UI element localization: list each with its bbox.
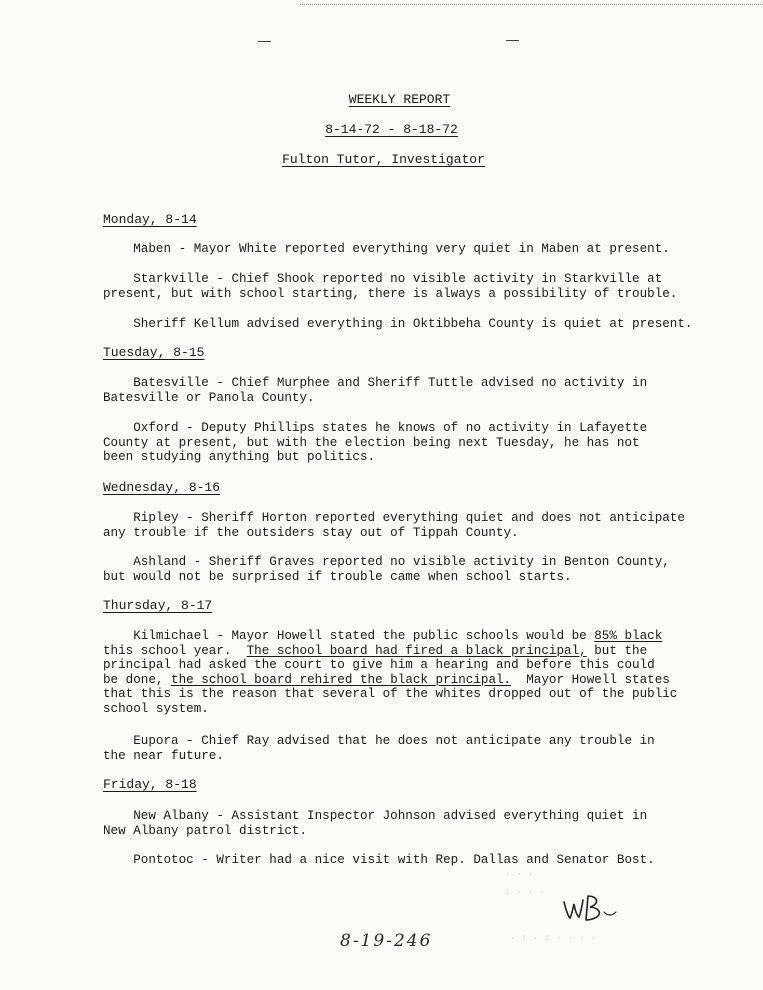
entry-oxford: Oxford - Deputy Phillips states he knows of no activity in Lafayette County at present, but with the election being next Tuesday, he has not been studying anything but politics. [103, 421, 648, 465]
report-dates: 8-14-72 - 8-18-72 [325, 122, 458, 137]
kilmichael-underline-1: 85% black [594, 629, 663, 643]
day-heading-friday: Friday, 8-18 [103, 777, 197, 792]
entry-starkville: Starkville - Chief Shook reported no visible activity in Starkville at present, but with school starting, there is always a possibility of trouble. [103, 272, 678, 301]
entry-kilmichael [103, 629, 693, 717]
handwritten-file-number: 8-19-246 [340, 931, 433, 951]
report-author: Fulton Tutor, Investigator [282, 152, 485, 167]
scan-top-edge [300, 0, 763, 5]
entry-new-albany: New Albany - Assistant Inspector Johnson advised everything quiet in New Albany patrol district. [103, 809, 648, 838]
day-heading-tuesday: Tuesday, 8-15 [103, 345, 205, 360]
hole-punch-mark-left [258, 41, 271, 42]
scan-smudge: · : · : · · · · [510, 934, 598, 943]
kilmichael-underline-3: the school board rehired the black principal. [171, 672, 512, 687]
report-title: WEEKLY REPORT [348, 92, 451, 107]
kilmichael-text-2: this school year. [103, 643, 232, 658]
entry-pontotoc: Pontotoc - Writer had a nice visit with Rep. Dallas and Senator Bost. [103, 853, 655, 867]
kilmichael-text-4: Mayor Howell states that this is the reason that several of the whites dropped out of the public school system. [103, 672, 678, 716]
day-heading-thursday: Thursday, 8-17 [103, 598, 213, 613]
kilmichael-text-3: but the principal had asked the court to give him a hearing and before this could be done, [103, 643, 655, 687]
kilmichael-text-1: Kilmichael - Mayor Howell stated the public schools would be [103, 629, 595, 643]
entry-maben: Maben - Mayor White reported everything very quiet in Maben at present. [103, 242, 670, 256]
hole-punch-mark-right [506, 40, 519, 41]
scan-smudge: : · · · [505, 888, 546, 897]
entry-eupora: Eupora - Chief Ray advised that he does not anticipate any trouble in the near future. [103, 734, 655, 763]
handwritten-initials-signature [560, 890, 620, 930]
day-heading-wednesday: Wednesday, 8-16 [103, 480, 221, 495]
entry-oktibbeha: Sheriff Kellum advised everything in Oktibbeha County is quiet at present. [103, 317, 693, 331]
scan-smudge: · · · [505, 870, 535, 879]
entry-ashland: Ashland - Sheriff Graves reported no visible activity in Benton County, but would not be surprised if trouble came when school starts. [103, 555, 670, 584]
entry-batesville: Batesville - Chief Murphee and Sheriff Tuttle advised no activity in Batesville or Panola County. [103, 376, 648, 405]
kilmichael-underline-2: The school board had fired a black principal, [246, 643, 587, 658]
day-heading-monday: Monday, 8-14 [103, 212, 197, 227]
entry-ripley: Ripley - Sheriff Horton reported everything quiet and does not anticipate any trouble if the outsiders stay out of Tippah County. [103, 511, 685, 540]
